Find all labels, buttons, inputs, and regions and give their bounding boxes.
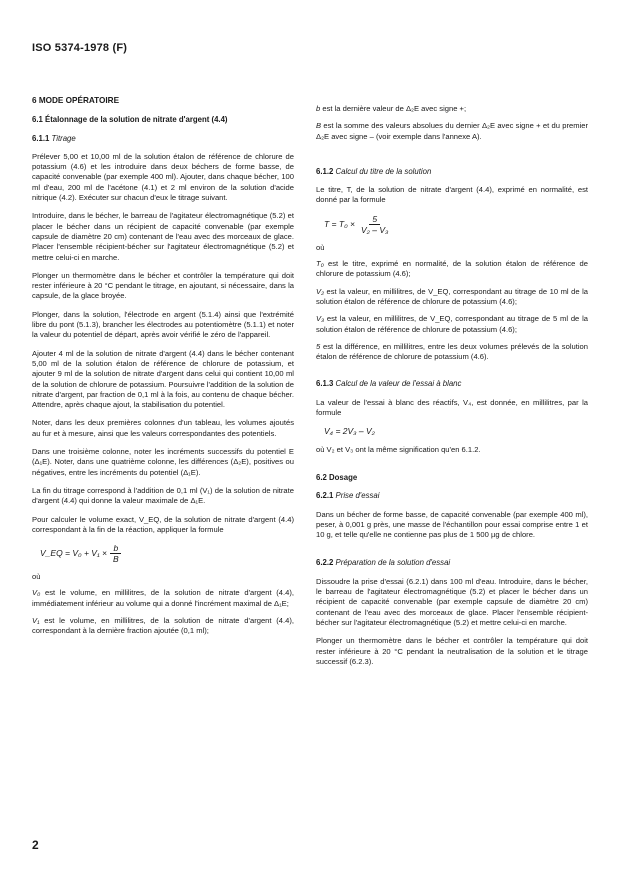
section-6-2-2-heading <box>316 558 588 568</box>
section-6-2-1-heading <box>316 491 588 501</box>
paragraph: Dans un bécher de forme basse, de capacité convenable (par exemple 400 ml), peser, à 0,001 g près, une masse de l'échantillon pour essai comprise entre 1 et 10 g, et telle qu'elle ne contienne pas plus de 1 500 µg de chlore. <box>316 509 588 540</box>
paragraph: La valeur de l'essai à blanc des réactifs, V₄, est donnée, en millilitres, par la formule <box>316 397 588 418</box>
section-title: Dosage <box>329 472 358 482</box>
definition-text: est le titre, exprimé en normalité, de la solution étalon de référence de chlorure de potassium (4.6); <box>316 259 588 279</box>
definition-text: est le volume, en millilitres, de la solution de nitrate d'argent (4.4), immédiatement inférieur au volume qui a donné l'incrément maximal de Δ₁E; <box>32 588 294 608</box>
fraction-numerator: 5 <box>369 214 380 225</box>
formula-fraction <box>110 543 122 564</box>
paragraph: Plonger un thermomètre dans le bécher et contrôler la température qui doit rester inférieure à 20 °C pendant le titrage, en ajoutant, si nécessaire, dans la capsule, de la glace broyée. <box>32 270 294 301</box>
paragraph: Noter, dans les deux premières colonnes d'un tableau, les volumes ajoutés au fur et à mesure, ainsi que les valeurs correspondantes des potentiels. <box>32 418 294 438</box>
section-6-1-heading: 6.1 Étalonnage de la solution de nitrate d'argent (4.4) <box>32 115 228 125</box>
definition-v0 <box>32 588 294 609</box>
section-6-heading: 6 MODE OPÉRATOIRE <box>32 96 120 105</box>
fraction-denominator: V₂ – V₃ <box>360 224 389 235</box>
formula-titre <box>324 214 588 235</box>
definition-text: est la valeur, en millilitres, de V_EQ, correspondant au titrage de 5 ml de la solution étalon de référence de chlorure de potassium (4.6); <box>316 314 588 334</box>
section-6-1-3-heading <box>316 379 588 389</box>
section-number: 6.1.1 <box>32 133 50 143</box>
paragraph: où V₂ et V₃ ont la même signification qu'en 6.1.2. <box>316 444 481 454</box>
section-title: Titrage <box>51 133 76 143</box>
fraction-numerator: b <box>110 543 121 554</box>
section-6-1-1-heading <box>32 134 294 144</box>
definition-text: est la somme des valeurs absolues du dernier Δ₂E avec signe + et du premier Δ₂E avec signe – (voir exemple dans l'annexe A). <box>316 121 588 141</box>
section-title: Prise d'essai <box>335 491 380 501</box>
document-header: ISO 5374-1978 (F) <box>32 42 128 54</box>
definition-text: est le volume, en millilitres, de la solution de nitrate d'argent (4.4), correspondant à la dernière fraction ajoutée (0,1 ml); <box>32 615 294 636</box>
section-6-2-heading <box>316 473 588 483</box>
section-6-1-2-heading <box>316 167 588 177</box>
section-number: 6.1.3 <box>316 379 334 389</box>
section-number: 6.1.2 <box>316 166 334 176</box>
paragraph: Prélever 5,00 et 10,00 ml de la solution étalon de référence de chlorure de potassium (4.6) et les introduire dans deux béchers de forme basse, de capacité convenable (par exemple 400 ml). Ajouter, dans chaque bécher, 100 ml d'eau, 200 ml de l'acétone (4.1) et 2 ml environ de la solution d'acide nitrique (4.2). Exécuter sur chacun d'eux le titrage suivant. <box>32 151 294 203</box>
section-number: 6.2 <box>316 472 327 482</box>
definition-symbol: V₂ <box>316 286 324 296</box>
formula-lhs: T = T₀ × <box>324 219 355 230</box>
section-title: Préparation de la solution d'essai <box>335 558 451 568</box>
definition-symbol: V₁ <box>32 615 40 625</box>
formula-veq <box>40 543 294 564</box>
paragraph: Dans une troisième colonne, noter les incréments successifs du potentiel E (Δ₁E). Noter, dans une quatrième colonne, les différences (Δ₂E), positives ou négatives, entre les incréments du potentiel (Δ₁E). <box>32 447 294 477</box>
definition-B <box>316 121 588 142</box>
formula-blanc: V₄ = 2V₃ – V₂ <box>324 426 375 437</box>
definition-symbol: B <box>316 121 322 131</box>
paragraph: Ajouter 4 ml de la solution de nitrate d'argent (4.4) dans le bécher contenant 5,00 ml de la solution étalon de référence de chlorure de potassium, et ajouter 9 ml de la solution de nitrate d'argent dans celui qui contient 10,00 ml de la solution de chlorure de potassium. Poursuivre l'addition de la solution de nitrate d'argent, par fraction de 0,1 ml à la fois, au contenu de chaque bécher. Attendre, après chaque ajout, la stabilisation du potentiel. <box>32 348 294 410</box>
paragraph: La fin du titrage correspond à l'addition de 0,1 ml (V₁) de la solution de nitrate d'argent (4.4) qui donne la valeur maximale de Δ₁E. <box>32 485 294 506</box>
section-number: 6.2.2 <box>316 558 334 568</box>
paragraph: Le titre, T, de la solution de nitrate d'argent (4.4), exprimé en normalité, est donné par la formule <box>316 185 588 205</box>
definition-text: est la valeur, en millilitres, de V_EQ, correspondant au titrage de 10 ml de la solution étalon de référence de chlorure de potassium (4.6); <box>316 286 588 306</box>
ou-label: où <box>316 242 325 252</box>
paragraph: Dissoudre la prise d'essai (6.2.1) dans 100 ml d'eau. Introduire, dans le bécher, le barreau de l'agitateur électromagnétique (5.2) et placer le bécher dans un récipient de capacité convenable (par exemple capsule de diamètre 20 cm) contenant de l'eau avec des morceaux de glace. Placer l'ensemble récipient-bécher sur l'agitateur électromagnétique (5.2) et mettre celui-ci en marche. <box>316 576 588 627</box>
section-number: 6.2.1 <box>316 491 334 501</box>
formula-lhs: V_EQ = V₀ + V₁ × <box>40 548 107 559</box>
definition-symbol: b <box>316 104 321 113</box>
paragraph: Introduire, dans le bécher, le barreau de l'agitateur électromagnétique (5.2) et placer le bécher dans un récipient de capacité convenable (par exemple capsule de diamètre 20 cm) contenant de l'eau avec des morceaux de glace. Placer l'ensemble récipient-bécher sur l'agitateur électromagnétique (5.2) et mettre celui-ci en marche. <box>32 211 294 262</box>
definition-v1 <box>32 616 294 637</box>
definition-text: est la différence, en millilitres, entre les deux volumes prélevés de la solution étalon de référence de chlorure de potassium (4.6). <box>316 341 588 362</box>
left-column <box>32 96 294 644</box>
definition-t0 <box>316 259 588 280</box>
paragraph: Plonger, dans la solution, l'électrode en argent (5.1.4) ainsi que l'extrémité libre du pont (5.1.3), brancher les électrodes au potentiomètre (5.1.1) et noter la valeur du potentiel de départ, après avoir vérifié le zéro de l'appareil. <box>32 309 294 340</box>
section-title: Calcul du titre de la solution <box>335 166 432 176</box>
page-number: 2 <box>32 838 39 852</box>
definition-symbol: V₃ <box>316 314 325 324</box>
definition-b <box>316 104 588 114</box>
definition-symbol: 5 <box>316 341 321 351</box>
fraction-denominator: B <box>112 554 119 565</box>
definition-text: est la dernière valeur de Δ₂E avec signe +; <box>322 104 467 113</box>
definition-v2 <box>316 287 588 308</box>
definition-symbol: T₀ <box>316 259 324 269</box>
formula-fraction <box>358 214 391 235</box>
definition-symbol: V₀ <box>32 588 41 598</box>
paragraph: Plonger un thermomètre dans le bécher et contrôler la température qui doit rester inférieure à 20 °C pendant la neutralisation de la solution et le titrage successif (6.2.3). <box>316 636 588 666</box>
paragraph: Pour calculer le volume exact, V_EQ, de la solution de nitrate d'argent (4.4) correspondant à la fin de la réaction, appliquer la formule <box>32 514 294 534</box>
section-title: Calcul de la valeur de l'essai à blanc <box>335 379 462 389</box>
ou-label: où <box>32 572 41 582</box>
right-column <box>316 104 588 675</box>
definition-5 <box>316 342 588 363</box>
definition-v3 <box>316 314 588 335</box>
